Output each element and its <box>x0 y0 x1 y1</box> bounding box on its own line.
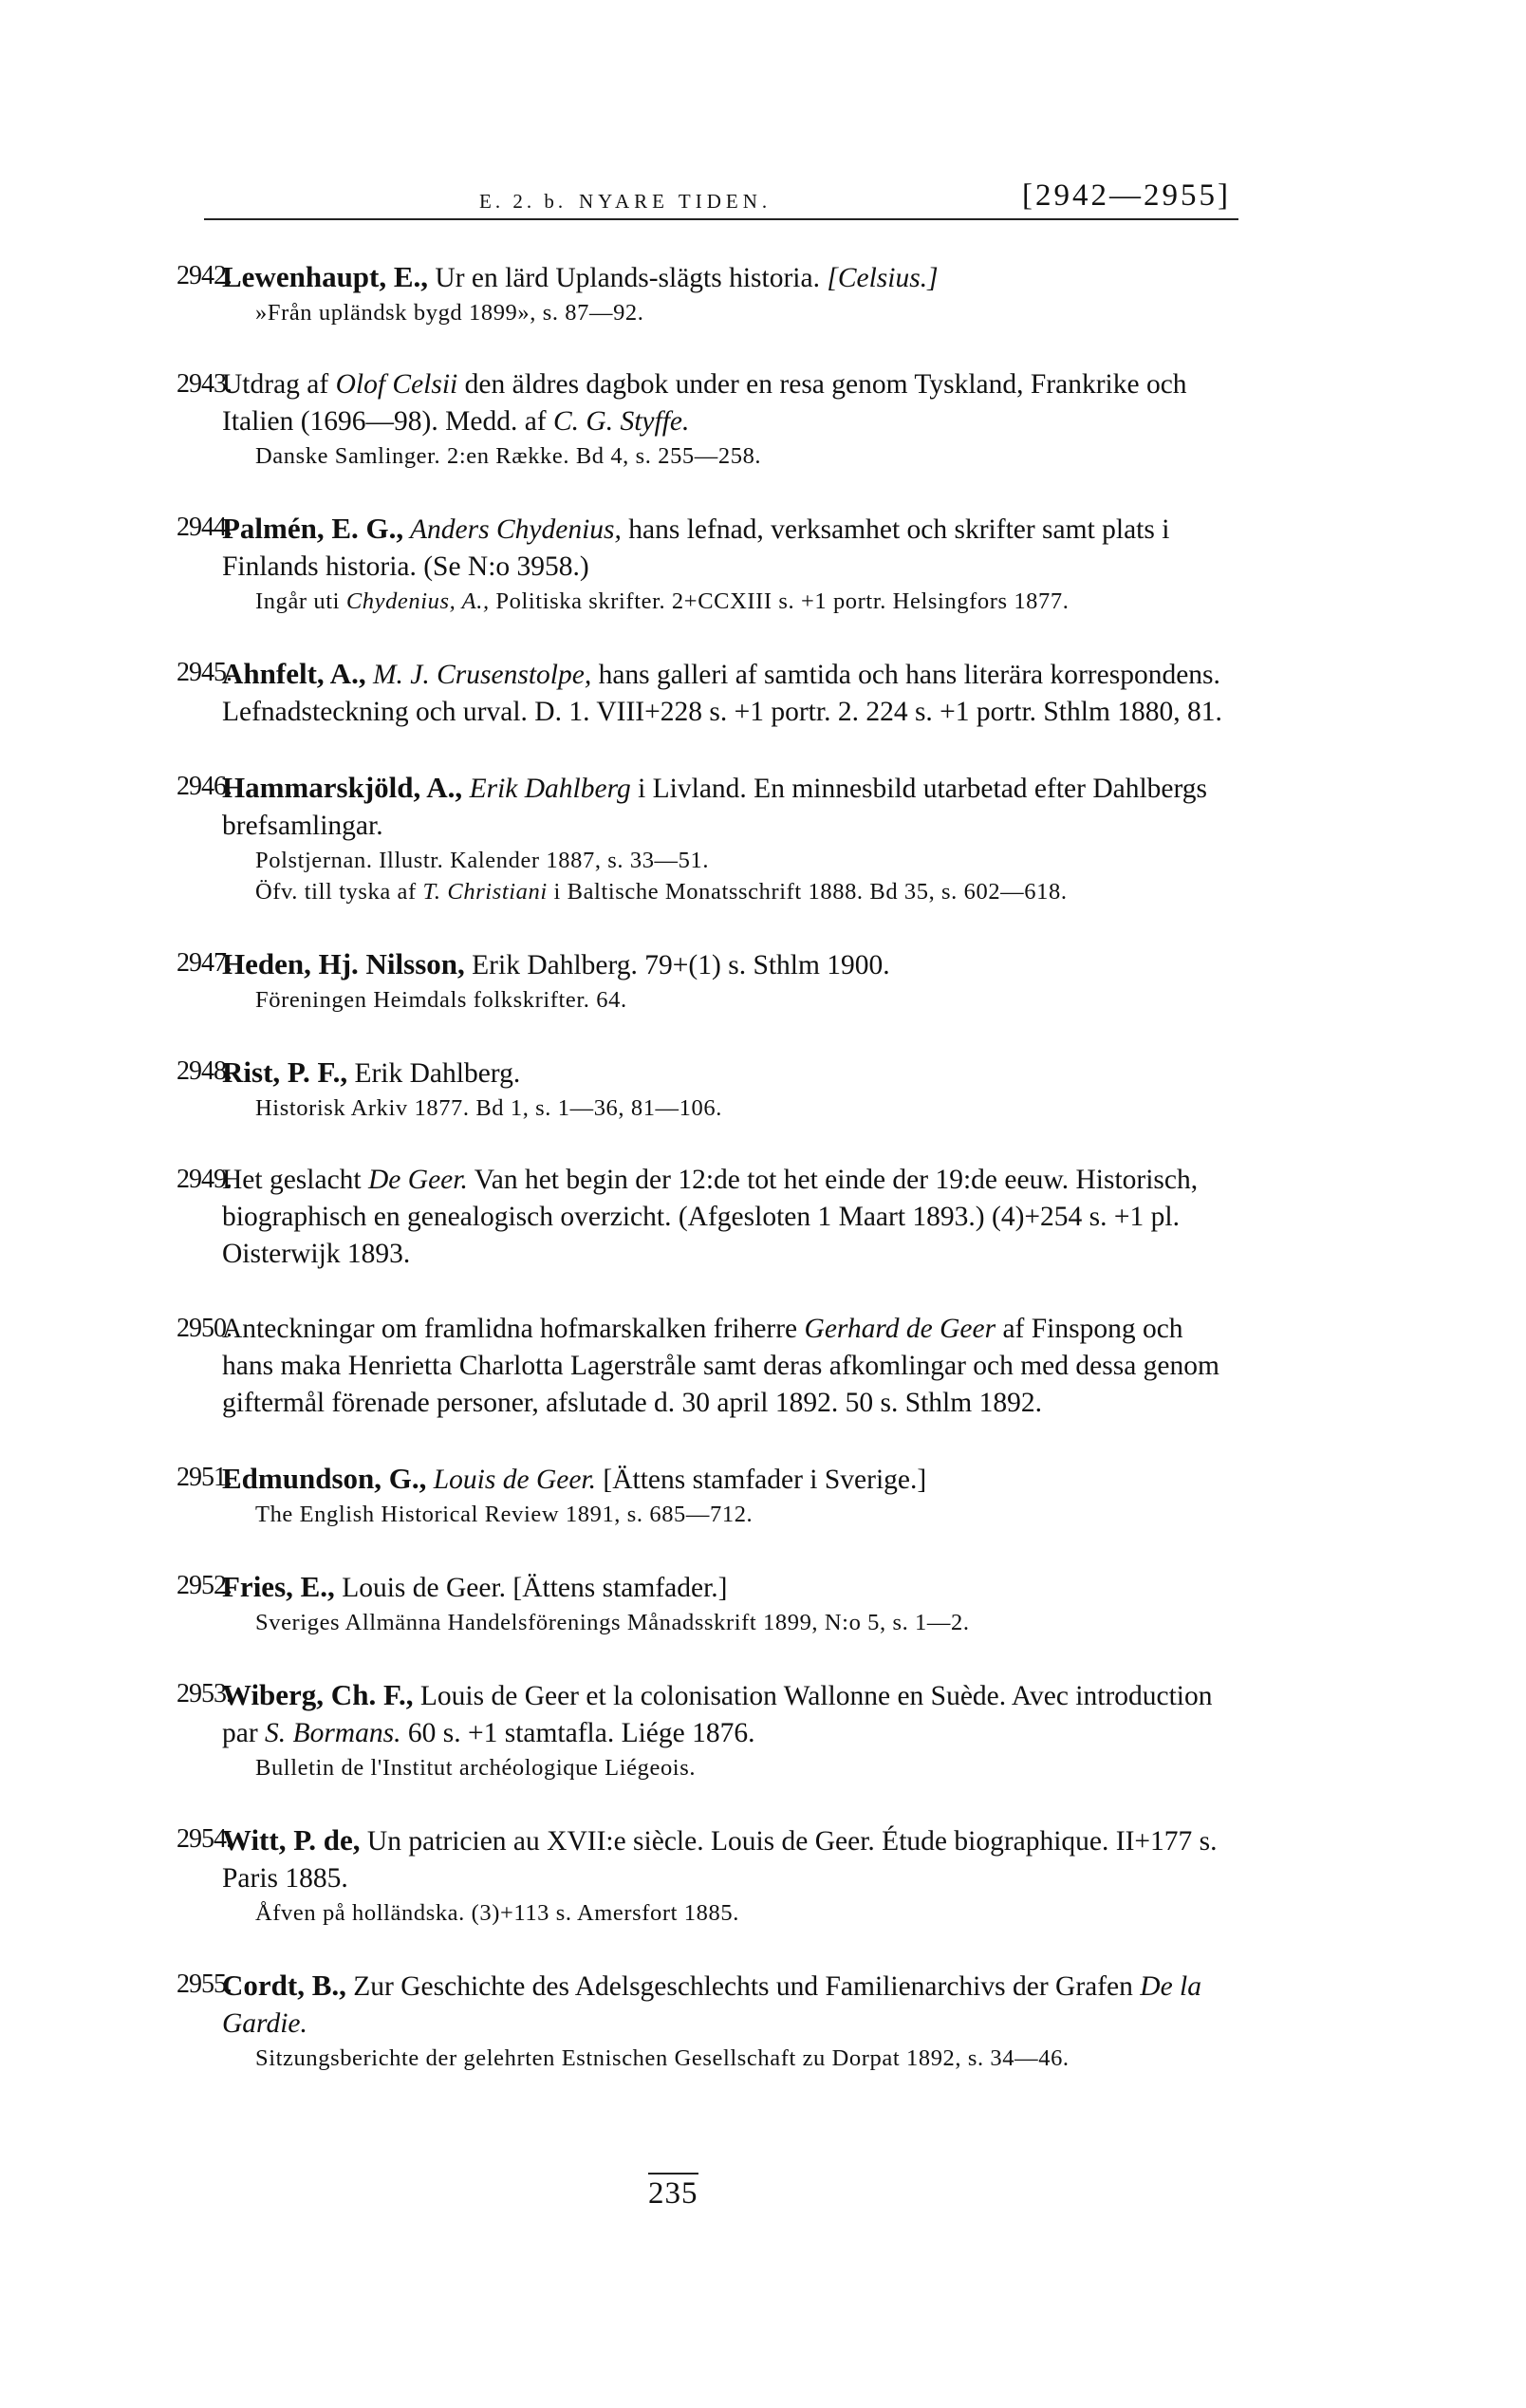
entry-number: 2943. <box>177 369 232 399</box>
entry-citation <box>222 1460 1239 1499</box>
entry-citation <box>222 510 1239 586</box>
entry-author: Palmén, E. G., <box>222 512 404 545</box>
entry-2944 <box>177 510 1239 617</box>
entry-author: Hammarskjöld, A., <box>222 771 463 804</box>
entry-italic-name: M. J. Crusenstolpe, <box>365 660 592 690</box>
entry-italic-name: De Geer. <box>368 1165 468 1195</box>
entry-author: Fries, E., <box>222 1570 335 1603</box>
entry-2951 <box>177 1460 1239 1530</box>
entry-number: 2951. <box>177 1463 232 1492</box>
note-text: Ingår uti <box>255 588 346 614</box>
entry-title: Louis de Geer. [Ättens stamfader.] <box>334 1573 728 1603</box>
entry-author: Lewenhaupt, E., <box>222 260 429 293</box>
entry-italic-name: De la Gardie. <box>222 1971 1201 2039</box>
note-text: Öfv. till tyska af <box>255 879 423 905</box>
entry-number: 2949. <box>177 1165 232 1194</box>
entry-number: 2954. <box>177 1824 232 1854</box>
entry-2954 <box>177 1821 1239 1929</box>
entry-number: 2944. <box>177 513 232 542</box>
entry-text: Zur Geschichte des Adelsgeschlechts und Familienarchivs der Grafen <box>345 1971 1141 2002</box>
entry-2949 <box>177 1162 1239 1273</box>
entry-2953 <box>177 1676 1239 1783</box>
note-italic: Chydenius, A., <box>345 588 490 614</box>
running-title: NYARE TIDEN. <box>579 190 772 213</box>
entry-text: Het geslacht <box>222 1165 368 1195</box>
entry-number: 2952. <box>177 1571 232 1600</box>
entry-note: Historisk Arkiv 1877. Bd 1, s. 1—36, 81—106. <box>255 1095 722 1121</box>
entry-title: Un patricien au XVII:e siècle. Louis de Geer. Étude biographique. II+177 s. Paris 1885. <box>222 1826 1218 1894</box>
entry-author: Heden, Hj. Nilsson, <box>222 947 465 980</box>
entry-title: [Ättens stamfader i Sverige.] <box>596 1465 927 1495</box>
entry-note: Föreningen Heimdals folkskrifter. 64. <box>255 987 627 1013</box>
entry-author: Edmundson, G., <box>222 1462 427 1495</box>
entry-text: 60 s. +1 stamtafla. Liége 1876. <box>400 1718 755 1748</box>
entry-citation <box>222 945 1239 984</box>
entry-range: [2942—2955] <box>1022 178 1231 213</box>
entry-number: 2955. <box>177 1969 232 1999</box>
entry-2950 <box>177 1311 1239 1422</box>
entry-2945 <box>177 655 1239 731</box>
note-text: Politiska skrifter. 2+CCXIII s. +1 portr. Helsingfors 1877. <box>489 588 1070 614</box>
entry-2947 <box>177 945 1239 1016</box>
entry-citation <box>222 1676 1239 1752</box>
section-label: E. 2. b. <box>479 190 568 213</box>
entry-number: 2946. <box>177 772 232 801</box>
entry-author: Ahnfelt, A., <box>222 657 366 690</box>
entry-note: Polstjernan. Illustr. Kalender 1887, s. 33—51. <box>255 848 710 873</box>
entry-italic-name: Gerhard de Geer <box>804 1314 996 1344</box>
entry-note <box>255 586 1239 617</box>
entry-number: 2948. <box>177 1056 232 1086</box>
bibliography-list <box>177 258 1239 2112</box>
entry-note <box>255 876 1239 907</box>
entry-2943 <box>177 366 1239 472</box>
entry-italic-name: S. Bormans. <box>265 1718 401 1748</box>
entry-text: af Finspong och hans maka Henrietta Charlotta Lagerstråle samt deras afkomlingar och med dessa genom giftermål förenade personer, afslutade d. 30 april 1892. 50 s. Sthlm 1892. <box>222 1314 1219 1418</box>
entry-2946 <box>177 769 1239 907</box>
entry-citation <box>222 655 1239 731</box>
entry-author: Cordt, B., <box>222 1969 346 2002</box>
entry-title: hans galleri af samtida och hans literära korrespondens. Lefnadsteckning och urval. D. 1. VIII+228 s. +1 portr. 2. 224 s. +1 portr. Sthlm 1880, 81. <box>222 660 1222 727</box>
entry-2948 <box>177 1054 1239 1124</box>
entry-citation <box>222 258 1239 297</box>
entry-text: Louis de Geer et la colonisation Wallonne en Suède. Avec introduction par <box>222 1681 1213 1748</box>
entry-citation <box>222 1311 1239 1422</box>
entry-number: 2953. <box>177 1679 232 1708</box>
note-italic: T. Christiani <box>422 879 548 905</box>
entry-title: i Livland. En minnesbild utarbetad efter Dahlbergs brefsamlingar. <box>222 774 1208 841</box>
entry-italic-name: C. G. Styffe. <box>553 406 690 437</box>
entry-number: 2945. <box>177 658 232 687</box>
entry-title: Erik Dahlberg. 79+(1) s. Sthlm 1900. <box>464 950 890 980</box>
entry-citation <box>222 769 1239 845</box>
entry-note: Åfven på holländska. (3)+113 s. Amersfort 1885. <box>255 1900 739 1926</box>
entry-2952 <box>177 1568 1239 1638</box>
running-header <box>204 177 1238 220</box>
note-text: i Baltische Monatsschrift 1888. Bd 35, s. 602—618. <box>547 879 1068 905</box>
entry-citation <box>222 1967 1239 2043</box>
entry-number: 2947. <box>177 948 232 978</box>
entry-author: Wiberg, Ch. F., <box>222 1678 414 1711</box>
entry-citation <box>222 1162 1239 1273</box>
entry-note: Sveriges Allmänna Handelsförenings Månadsskrift 1899, N:o 5, s. 1—2. <box>255 1610 970 1635</box>
entry-author: Rist, P. F., <box>222 1055 348 1089</box>
entry-author: Witt, P. de, <box>222 1823 361 1857</box>
entry-italic-name: Olof Celsii <box>335 369 458 400</box>
entry-italic-name: Anders Chydenius, <box>403 514 622 545</box>
entry-text: den äldres dagbok under en resa genom Tyskland, Frankrike och Italien (1696—98). Medd. af <box>222 369 1187 437</box>
entry-citation <box>222 1568 1239 1607</box>
entry-text: Anteckningar om framlidna hofmarskalken friherre <box>222 1314 805 1344</box>
entry-note: Danske Samlinger. 2:en Række. Bd 4, s. 255—258. <box>255 443 762 469</box>
entry-2942 <box>177 258 1239 328</box>
entry-italic-name: Erik Dahlberg <box>462 774 631 804</box>
entry-citation <box>222 1054 1239 1092</box>
entry-number: 2950. <box>177 1314 232 1343</box>
entry-text: Utdrag af <box>222 369 336 400</box>
entry-number: 2942. <box>177 261 232 290</box>
entry-2955 <box>177 1967 1239 2074</box>
entry-italic-name: Louis de Geer. <box>426 1465 597 1495</box>
entry-note: Sitzungsberichte der gelehrten Estnischen Gesellschaft zu Dorpat 1892, s. 34—46. <box>255 2045 1070 2071</box>
entry-citation <box>222 1821 1239 1897</box>
entry-attribution: [Celsius.] <box>827 263 939 293</box>
entry-title: Ur en lärd Uplands-slägts historia. <box>428 263 828 293</box>
entry-title: hans lefnad, verksamhet och skrifter samt plats i Finlands historia. (Se N:o 3958.) <box>222 514 1170 582</box>
page-number: 235 <box>648 2173 698 2212</box>
entry-citation <box>222 366 1239 440</box>
entry-title: Erik Dahlberg. <box>347 1058 521 1089</box>
entry-note: The English Historical Review 1891, s. 685—712. <box>255 1502 754 1527</box>
entry-note: Bulletin de l'Institut archéologique Liégeois. <box>255 1755 697 1781</box>
entry-text: Van het begin der 12:de tot het einde der 19:de eeuw. Historisch, biographisch en genealogisch overzicht. (Afgesloten 1 Maart 1893.) (4)+254 s. +1 pl. Oisterwijk 1893. <box>222 1165 1199 1269</box>
entry-note: »Från upländsk bygd 1899», s. 87—92. <box>255 300 644 326</box>
